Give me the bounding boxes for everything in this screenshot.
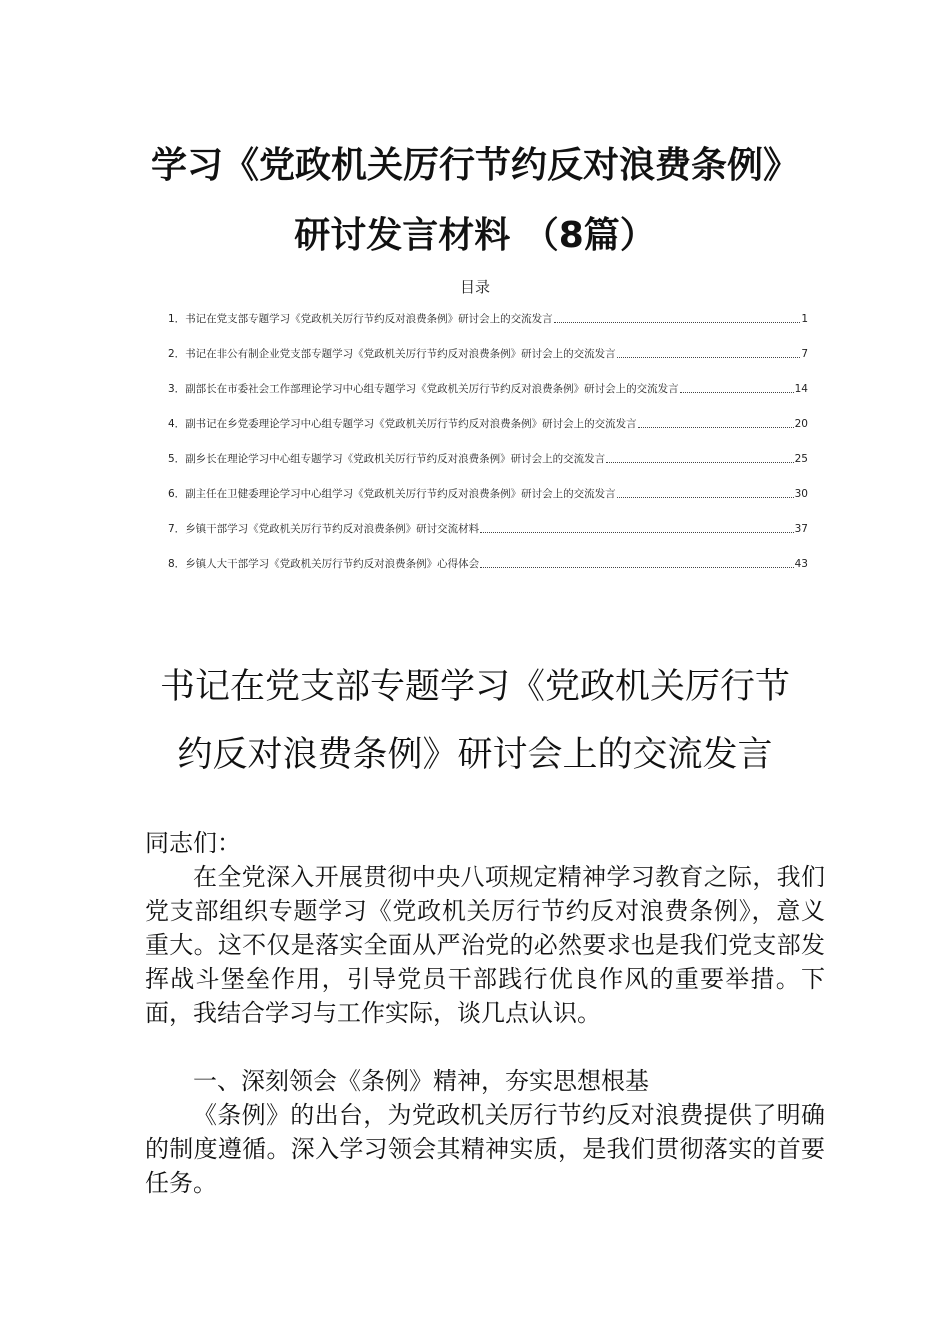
toc-item-page: 7	[801, 348, 808, 360]
toc-item[interactable]	[168, 312, 808, 347]
toc-item-page: 43	[794, 558, 808, 570]
toc-leader-dots	[606, 452, 793, 463]
toc-item-number: 1．	[168, 313, 186, 325]
toc-item[interactable]	[168, 382, 808, 417]
toc-item[interactable]	[168, 417, 808, 452]
section-heading: 一、深刻领会《条例》精神，夯实思想根基	[193, 1067, 649, 1095]
toc-heading: 目录	[459, 278, 490, 296]
toc-item-page: 1	[801, 313, 808, 325]
toc-item-page: 25	[794, 453, 808, 465]
toc-leader-dots	[680, 382, 794, 393]
toc-item-text: 乡镇干部学习《党政机关厉行节约反对浪费条例》研讨交流材料	[185, 523, 480, 535]
toc-item-number: 7．	[168, 523, 186, 535]
toc-item-number: 6．	[168, 488, 186, 500]
toc-leader-dots	[617, 347, 801, 358]
toc-item-text: 书记在党支部专题学习《党政机关厉行节约反对浪费条例》研讨会上的交流发言	[185, 313, 553, 325]
toc-item-text: 书记在非公有制企业党支部专题学习《党政机关厉行节约反对浪费条例》研讨会上的交流发言	[185, 348, 616, 360]
toc-leader-dots	[480, 557, 793, 568]
toc-item[interactable]	[168, 347, 808, 382]
document-title-line-1: 学习《党政机关厉行节约反对浪费条例》	[150, 145, 799, 186]
document-title-line-2: 研讨发言材料 （8篇）	[294, 215, 656, 256]
article-title-line-1: 书记在党支部专题学习《党政机关厉行节	[159, 667, 790, 707]
toc-leader-dots	[554, 312, 801, 323]
toc-item-text: 副部长在市委社会工作部理论学习中心组专题学习《党政机关厉行节约反对浪费条例》研讨会上的交流发言	[185, 383, 679, 395]
article-title-line-2: 约反对浪费条例》研讨会上的交流发言	[177, 735, 773, 775]
toc-item-page: 14	[794, 383, 808, 395]
toc-item-number: 4．	[168, 418, 186, 430]
salutation: 同志们：	[145, 829, 241, 857]
toc-item-text: 乡镇人大干部学习《党政机关厉行节约反对浪费条例》心得体会	[185, 558, 480, 570]
toc-item-text: 副书记在乡党委理论学习中心组专题学习《党政机关厉行节约反对浪费条例》研讨会上的交流发言	[185, 418, 637, 430]
toc-item[interactable]	[168, 557, 808, 592]
toc-leader-dots	[638, 417, 794, 428]
body-paragraph: 在全党深入开展贯彻中央八项规定精神学习教育之际，我们党支部组织专题学习《党政机关厉行节约反对浪费条例》，意义重大。这不仅是落实全面从严治党的必然要求也是我们党支部发挥战斗堡垒作用，引导党员干部践行优良作风的重要举措。下面，我结合学习与工作实际，谈几点认识。	[145, 863, 825, 1027]
toc-item[interactable]	[168, 452, 808, 487]
toc-item[interactable]	[168, 487, 808, 522]
table-of-contents	[168, 312, 808, 592]
body-paragraph: 《条例》的出台，为党政机关厉行节约反对浪费提供了明确的制度遵循。深入学习领会其精神实质，是我们贯彻落实的首要任务。	[145, 1101, 825, 1197]
toc-item-number: 8．	[168, 558, 186, 570]
toc-item-text: 副乡长在理论学习中心组专题学习《党政机关厉行节约反对浪费条例》研讨会上的交流发言	[185, 453, 606, 465]
toc-item[interactable]	[168, 522, 808, 557]
toc-leader-dots	[480, 522, 793, 533]
toc-item-page: 37	[794, 523, 808, 535]
toc-item-number: 2．	[168, 348, 186, 360]
toc-leader-dots	[617, 487, 794, 498]
toc-item-page: 30	[794, 488, 808, 500]
toc-item-number: 3．	[168, 383, 186, 395]
toc-item-number: 5．	[168, 453, 186, 465]
toc-item-text: 副主任在卫健委理论学习中心组学习《党政机关厉行节约反对浪费条例》研讨会上的交流发言	[185, 488, 616, 500]
toc-item-page: 20	[794, 418, 808, 430]
